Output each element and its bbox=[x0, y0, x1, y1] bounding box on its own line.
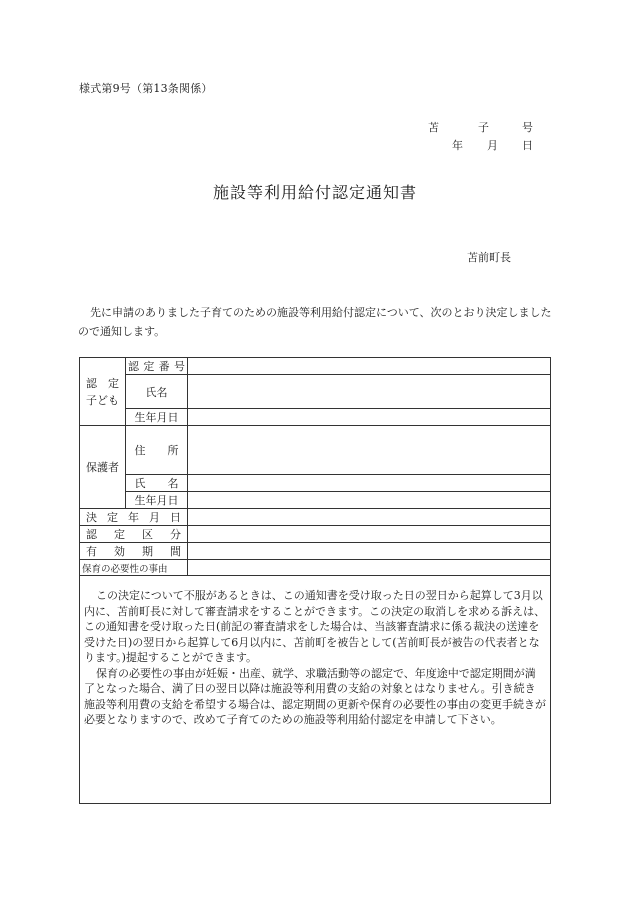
guardian-name-label: 氏 名 bbox=[126, 475, 188, 492]
child-name-value bbox=[188, 375, 551, 409]
date-month: 月 bbox=[487, 139, 498, 152]
issuer: 苫前町長 bbox=[467, 251, 511, 264]
guardian-group-label: 保護者 bbox=[80, 426, 126, 509]
address-label: 住 所 bbox=[126, 426, 188, 475]
form-number: 様式第9号（第13条関係） bbox=[79, 82, 213, 95]
notice-box bbox=[80, 576, 551, 804]
care-reason-value bbox=[188, 560, 551, 576]
cert-number-value bbox=[188, 358, 551, 375]
child-birth-value bbox=[188, 409, 551, 426]
cert-category-label: 認 定 区 分 bbox=[80, 526, 188, 543]
doc-number-go: 号 bbox=[522, 121, 533, 134]
date-year: 年 bbox=[452, 139, 463, 152]
decision-date-label: 決 定 年 月 日 bbox=[80, 509, 188, 526]
cert-number-label: 認 定 番 号 bbox=[126, 358, 188, 375]
doc-number-prefix: 苫 bbox=[428, 121, 439, 134]
doc-number-ko: 子 bbox=[478, 121, 489, 134]
certification-table bbox=[79, 357, 551, 804]
guardian-name-value bbox=[188, 475, 551, 492]
child-group-label: 認 定 子ども bbox=[80, 358, 126, 426]
intro-text: 先に申請のありました子育てのための施設等利用給付認定について、次のとおり決定しましたので通知します。 bbox=[78, 306, 552, 338]
address-value bbox=[188, 426, 551, 475]
guardian-birth-value bbox=[188, 492, 551, 509]
care-reason-label: 保育の必要性の事由 bbox=[80, 560, 188, 576]
valid-period-label: 有 効 期 間 bbox=[80, 543, 188, 560]
notice-paragraph-2: 保育の必要性の事由が妊娠・出産、就学、求職活動等の認定で、年度途中で認定期間が満了となった場合、満了日の翌日以降は施設等利用費の支給の対象とはなりません。引き続き施設等利用費の支給を希望する場合は、認定期間の更新や保育の必要性の事由の変更手続きが必要となりますので、改めて子育てのための施設等利用給付認定を申請して下さい。 bbox=[84, 666, 546, 726]
child-birth-label: 生年月日 bbox=[126, 409, 188, 426]
date-day: 日 bbox=[522, 139, 533, 152]
child-name-label: 氏名 bbox=[126, 375, 188, 409]
page-title: 施設等利用給付認定通知書 bbox=[212, 183, 417, 202]
notice-paragraph-1: この決定について不服があるときは、この通知書を受け取った日の翌日から起算して3月以内に、苫前町長に対して審査請求をすることができます。この決定の取消しを求める訴えは、この通知書を受け取った日(前記の審査請求をした場合は、当該審査請求に係る裁決の送達を受けた日)の翌日から起算して6月以内に、苫前町を被告として(苫前町長が被告の代表者となります。)提起することができます。 bbox=[84, 589, 546, 664]
guardian-birth-label: 生年月日 bbox=[126, 492, 188, 509]
decision-date-value bbox=[188, 509, 551, 526]
valid-period-value bbox=[188, 543, 551, 560]
cert-category-value bbox=[188, 526, 551, 543]
